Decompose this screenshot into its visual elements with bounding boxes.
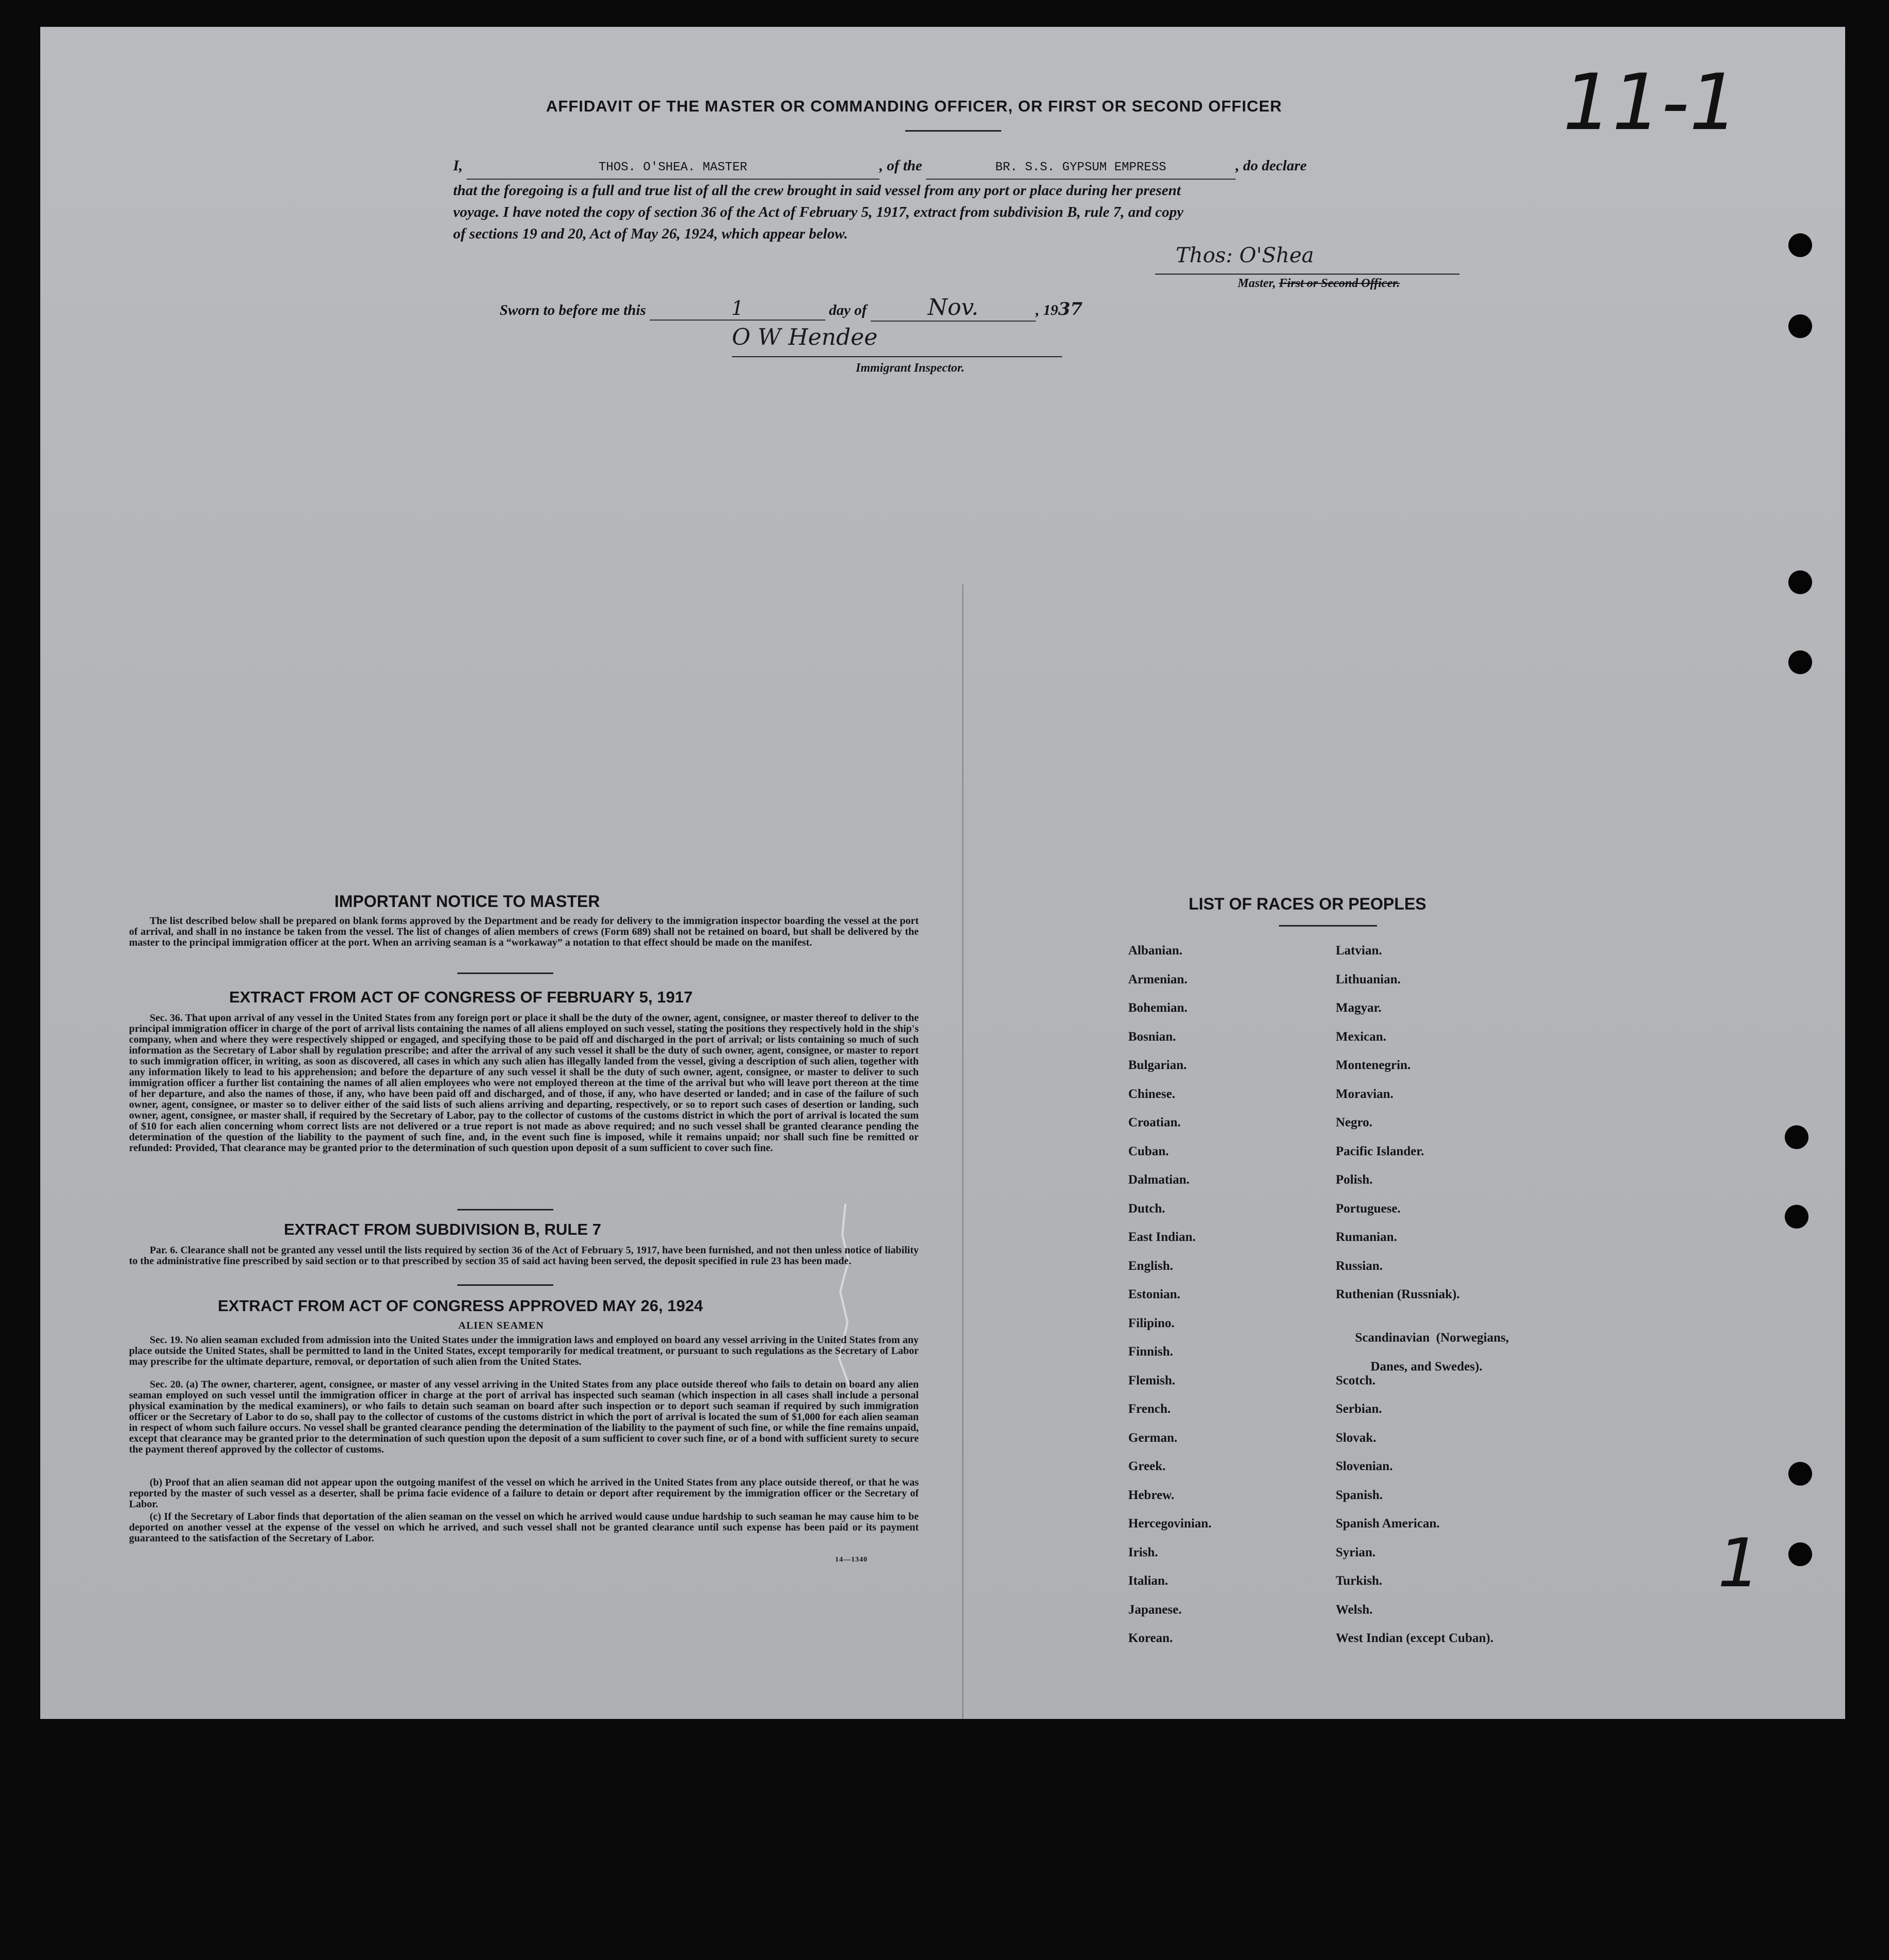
race-item: Ruthenian (Russniak).	[1336, 1287, 1460, 1301]
notice-title: IMPORTANT NOTICE TO MASTER	[334, 892, 600, 911]
race-item: Moravian.	[1336, 1087, 1394, 1101]
subdivision-b-title: EXTRACT FROM SUBDIVISION B, RULE 7	[284, 1220, 601, 1238]
race-item: Italian.	[1128, 1574, 1168, 1588]
race-item: Spanish American.	[1336, 1517, 1440, 1531]
race-item: French.	[1128, 1402, 1171, 1416]
race-item: Scotch.	[1336, 1373, 1376, 1388]
binder-hole	[1788, 233, 1812, 257]
sworn-month-field	[871, 294, 1036, 322]
declaration-pronoun: I,	[453, 157, 463, 174]
race-item-scandinavian-line2: Danes, and Swedes).	[1370, 1359, 1483, 1374]
race-item: English.	[1128, 1258, 1173, 1273]
race-item-scandinavian-line1: Scandinavian (Norwegians,	[1355, 1330, 1509, 1345]
races-title: LIST OF RACES OR PEOPLES	[1189, 895, 1427, 913]
race-item: Bulgarian.	[1128, 1058, 1187, 1072]
binder-hole	[1785, 1125, 1808, 1149]
extract-1924-sec19: Sec. 19. No alien seaman excluded from admission into the United States under the immigration laws and employed on board any vessel arriving in the United States from any place outside the United States, shall be permitted to land in the United States, except temporarily for medical treatment, or pursuant to such regulations as the Secretary of Labor may prescribe for the ultimate departure, removal, or deportation of such alien from the United States.	[129, 1334, 919, 1367]
extract-1924-sec20a: Sec. 20. (a) The owner, charterer, agent, consignee, or master of any vessel arriving in the United States from any place outside thereof who fails to detain on board any alien seaman employed on such vessel until the immigration officer in charge at the port of arrival has inspected such seaman (which inspection in all cases shall include a personal physical examination by the medical examiners), or who fails to detain such seaman on board after such inspection or to deport such seaman if required by such immigration officer or the Secretary of Labor to do so, shall pay to the collector of customs of the customs district in which the port of arrival is located the sum of $1,000 for each alien seaman in respect of whom such failure occurs. No vessel shall be granted clearance pending the determination of the liability to the payment of such fine, or while the fine remains unpaid, except that clearance may be granted prior to the determination of such question upon the deposit of a sum sufficient to cover such fine, or of a bond with sufficient surety to secure the payment thereof approved by the collector of customs.	[129, 1379, 919, 1455]
race-item: German.	[1128, 1430, 1178, 1445]
race-item: Dalmatian.	[1128, 1173, 1190, 1187]
binder-hole	[1788, 1542, 1812, 1566]
race-item: Polish.	[1336, 1173, 1373, 1187]
declaration-line-2: that the foregoing is a full and true list of all the crew brought in said vessel from any port or place during her present	[453, 182, 1181, 199]
fold-line	[962, 584, 964, 1719]
race-item: Hebrew.	[1128, 1488, 1175, 1502]
race-item: Turkish.	[1336, 1574, 1383, 1588]
master-name-field: THOS. O'SHEA. MASTER	[467, 157, 879, 180]
race-item: Magyar.	[1336, 1001, 1382, 1015]
race-item: Pacific Islander.	[1336, 1144, 1424, 1158]
extract-1917-rule	[457, 1209, 553, 1210]
race-item: Croatian.	[1128, 1116, 1181, 1129]
vessel-name-field: BR. S.S. GYPSUM EMPRESS	[926, 157, 1236, 180]
extract-1917-title: EXTRACT FROM ACT OF CONGRESS OF FEBRUARY 5, 1917	[229, 988, 693, 1006]
race-item: West Indian (except Cuban).	[1336, 1631, 1494, 1645]
race-item: Estonian.	[1128, 1287, 1180, 1301]
sworn-line	[500, 294, 1082, 322]
signature-caption	[1238, 277, 1400, 291]
day-of-label: day of	[829, 302, 867, 318]
notice-rule	[457, 973, 553, 974]
race-item: Syrian.	[1336, 1545, 1376, 1559]
inspector-rule	[732, 356, 1062, 357]
subdivision-b-rule	[457, 1284, 553, 1286]
declaration-line-4: of sections 19 and 20, Act of May 26, 1924, which appear below.	[453, 226, 848, 242]
race-item: Irish.	[1128, 1545, 1158, 1559]
master-signature: Thos: O'Shea	[1176, 244, 1314, 267]
signature-rule	[1155, 274, 1460, 275]
sworn-year: 37	[1058, 299, 1083, 320]
subdivision-b-text: Par. 6. Clearance shall not be granted any vessel until the lists required by section 36 of the Act of February 5, 1917, have been furnished, and not then unless notice of liability to the administrative fine prescribed by said section or to that prescribed by section 35 of said act having been served, the deposit specified in rule 23 has been made.	[129, 1245, 919, 1267]
binder-hole	[1788, 1462, 1812, 1486]
signature-caption-master: Master,	[1238, 277, 1279, 290]
form-number: 14—1340	[835, 1556, 868, 1564]
inspector-signature: O W Hendee	[732, 324, 878, 350]
race-item: Dutch.	[1128, 1201, 1165, 1216]
affidavit-title: AFFIDAVIT OF THE MASTER OR COMMANDING OFFICER, OR FIRST OR SECOND OFFICER	[546, 97, 1283, 115]
race-item: East Indian.	[1128, 1230, 1196, 1244]
race-item: Flemish.	[1128, 1373, 1175, 1388]
declaration-of-the: , of the	[879, 157, 922, 174]
year-prefix: , 19	[1035, 302, 1059, 318]
race-item: Bosnian.	[1128, 1029, 1176, 1044]
binder-hole	[1788, 314, 1812, 338]
race-item: Mexican.	[1336, 1029, 1386, 1044]
sworn-month: Nov.	[927, 294, 979, 321]
sworn-label: Sworn to before me this	[500, 302, 646, 318]
declaration-line-3: voyage. I have noted the copy of section 36 of the Act of February 5, 1917, extract from subdivision B, rule 7, and copy	[453, 204, 1183, 220]
alien-seamen-subtitle: ALIEN SEAMEN	[458, 1320, 544, 1331]
title-rule	[905, 130, 1001, 132]
race-item: Korean.	[1128, 1631, 1173, 1645]
race-item: Bohemian.	[1128, 1001, 1188, 1015]
extract-1917-text: Sec. 36. That upon arrival of any vessel in the United States from any foreign port or place it shall be the duty of the owner, agent, consignee, or master thereof to deliver to the principal immigration officer in charge of the port of arrival lists containing the names of all aliens employed on such vessel, stating the positions they respectively hold in the ship's company, when and where they were respectively shipped or engaged, and specifying those to be paid off and discharged in the port of arrival; or lists containing so much of such information as the Secretary of Labor shall by regulation prescribe; and after the arrival of any such vessel it shall be the duty of such owner, agent, consignee, or master to report to such immigration officer, in writing, as soon as discovered, all cases in which any such alien has illegally landed from the vessel, giving a description of such alien, together with any information likely to lead to his apprehension; and before the departure of any such vessel it shall be the duty of such owner, agent, consignee, or master to deliver to such immigration officer a further list containing the names of all alien employees who were not employed thereon at the time of the arrival but who will leave port thereon at the time of her departure, and also the names of those, if any, who have been paid off and discharged, and of those, if any, who have deserted or landed; and in case of the failure of such owner, agent, consignee, or master so to deliver either of the said lists of such aliens arriving and departing, respectively, or so to report such cases of desertion or landing, such owner, agent, consignee, or master shall, if required by the Secretary of Labor, pay to the collector of customs of the customs district in which the port of arrival is located the sum of $10 for each alien concerning whom correct lists are not delivered or a true report is not made as above required; and no such vessel shall be granted clearance pending the determination of the question of the liability to the payment of such fine, and, in the event such fine is imposed, while it remains unpaid; nor shall such fine be remitted or refunded: Provided, That clearance may be granted prior to the determination of such question upon deposit of a sum sufficient to cover such fine.	[129, 1012, 919, 1154]
races-right-column	[1336, 944, 1509, 1660]
binder-hole	[1788, 650, 1812, 674]
race-item: Albanian.	[1128, 944, 1182, 958]
race-item: Hercegovinian.	[1128, 1517, 1212, 1531]
race-item: Finnish.	[1128, 1345, 1173, 1359]
race-item: Russian.	[1336, 1258, 1383, 1273]
race-item-scandinavian	[1336, 1316, 1509, 1374]
pencil-mark-top-right: 11-1	[1563, 58, 1739, 148]
race-item: Greek.	[1128, 1459, 1166, 1473]
document-sheet	[40, 27, 1845, 1719]
extract-1924-sec20c: (c) If the Secretary of Labor finds that deportation of the alien seaman on the vessel on which he arrived would cause undue hardship to such seaman he may cause him to be deported on another vessel at the expense of the vessel on which he arrived, and such vessel shall not be granted clearance until such expense has been paid or its payment guaranteed to the satisfaction of the Secretary of Labor.	[129, 1511, 919, 1544]
race-item: Spanish.	[1336, 1488, 1383, 1502]
race-item: Armenian.	[1128, 972, 1188, 986]
extract-1924-sec20b: (b) Proof that an alien seaman did not appear upon the outgoing manifest of the vessel on which he arrived in the United States from any place outside thereof, or that he was reported by the master of such vessel as a deserter, shall be prima facie evidence of a failure to detain or deport after requirement by the immigration officer or the Secretary of Labor.	[129, 1477, 919, 1510]
race-item: Chinese.	[1128, 1087, 1175, 1101]
extract-1924-title: EXTRACT FROM ACT OF CONGRESS APPROVED MAY 26, 1924	[218, 1297, 703, 1315]
race-item: Serbian.	[1336, 1402, 1382, 1416]
race-item: Montenegrin.	[1336, 1058, 1411, 1072]
race-item: Latvian.	[1336, 944, 1382, 958]
races-left-column	[1128, 944, 1211, 1660]
declaration-do-declare: , do declare	[1236, 157, 1307, 174]
inspector-caption: Immigrant Inspector.	[856, 361, 965, 375]
signature-caption-struck: First or Second Officer.	[1279, 277, 1400, 290]
pencil-mark-lower-right: 1	[1718, 1524, 1760, 1602]
race-item: Slovak.	[1336, 1430, 1376, 1445]
sworn-day-field	[650, 297, 825, 321]
race-item: Portuguese.	[1336, 1201, 1401, 1216]
race-item: Lithuanian.	[1336, 972, 1401, 986]
race-item: Negro.	[1336, 1116, 1373, 1129]
binder-hole	[1785, 1205, 1808, 1229]
binder-hole	[1788, 570, 1812, 594]
sworn-day: 1	[731, 297, 744, 320]
declaration	[453, 155, 1480, 245]
race-item: Slovenian.	[1336, 1459, 1393, 1473]
race-item: Rumanian.	[1336, 1230, 1397, 1244]
notice-text: The list described below shall be prepared on blank forms approved by the Department and be ready for delivery to the immigration inspector boarding the vessel at the port of arrival, and shall in no instance be taken from the vessel. The list of changes of alien members of crews (Form 689) shall not be retained on board, but shall be delivered by the master to the principal immigration officer at the port. When an arriving seaman is a “workaway” a notation to that effect should be made on the manifest.	[129, 915, 919, 948]
races-rule	[1279, 925, 1377, 927]
race-item: Welsh.	[1336, 1602, 1373, 1617]
race-item: Japanese.	[1128, 1602, 1182, 1617]
race-item: Filipino.	[1128, 1316, 1175, 1330]
race-item: Cuban.	[1128, 1144, 1169, 1158]
